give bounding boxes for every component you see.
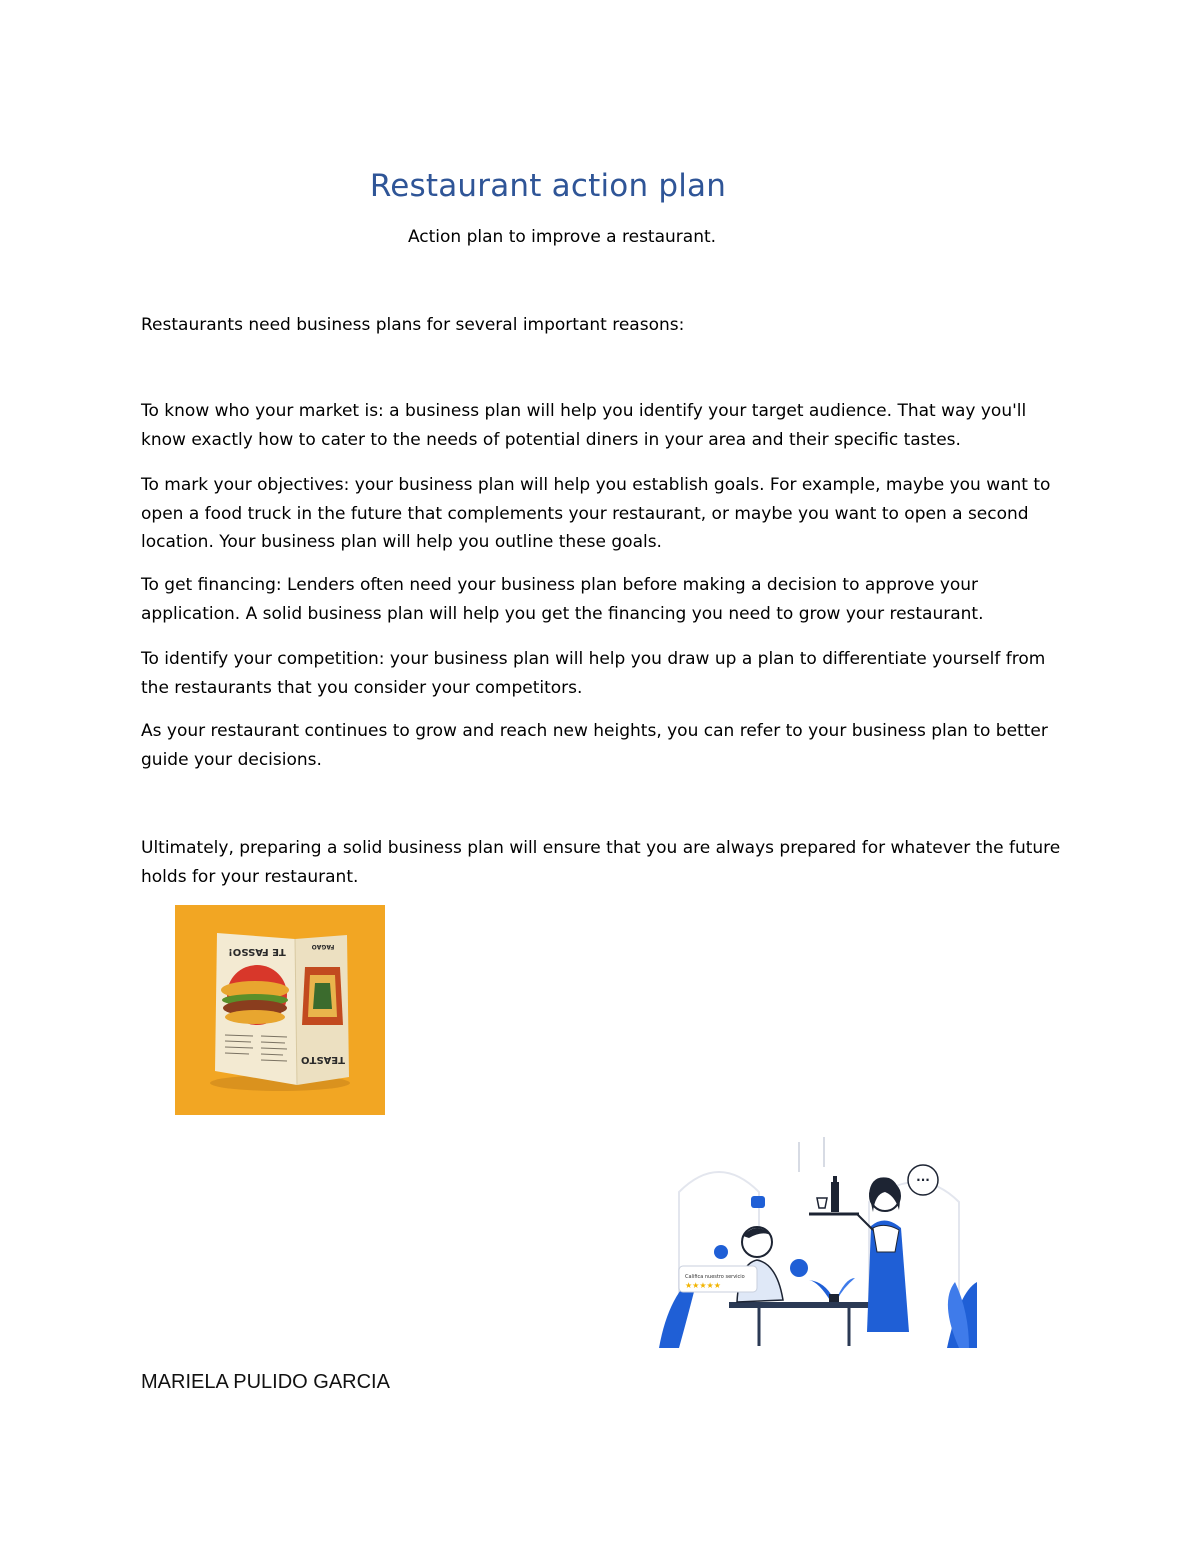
rating-stars: ★★★★★ [685,1281,721,1290]
speech-bubble-dots: ··· [916,1173,930,1187]
author-name: MARIELA PULIDO GARCIA [141,1371,390,1393]
document-subtitle: Action plan to improve a restaurant. [407,227,717,247]
menu-right-heading: FAGAO [311,943,335,950]
rating-card-text: Califica nuestro servicio [685,1274,745,1280]
menu-bottom-label: TEASTO [301,1054,345,1065]
paragraph-growth: As your restaurant continues to grow and reach new heights, you can refer to your business plan to better guide your decisions. [141,721,1048,770]
paragraph-objectives: To mark your objectives: your business plan will help you establish goals. For example, maybe you want to open a food truck in the future that complements your restaurant, or maybe you want to open a second location. Your business plan will help you outline these goals. [141,475,1051,552]
menu-brochure-image [175,905,385,1115]
menu-left-heading: TE FASSO! [228,946,286,957]
document-title: Restaurant action plan [369,168,727,204]
paragraph-competition: To identify your competition: your business plan will help you draw up a plan to differentiate yourself from the restaurants that you consider your competitors. [141,649,1046,698]
paragraph-intro: Restaurants need business plans for several important reasons: [141,315,685,335]
paragraph-market: To know who your market is: a business plan will help you identify your target audience. That way you'll know exactly how to cater to the needs of potential diners in your area and their specific tastes. [141,401,1027,450]
waiter-illustration-image [659,1132,977,1348]
paragraph-financing: To get financing: Lenders often need your business plan before making a decision to approve your application. A solid business plan will help you get the financing you need to grow your restaurant. [141,575,984,624]
paragraph-conclusion: Ultimately, preparing a solid business plan will ensure that you are always prepared for whatever the future holds for your restaurant. [141,838,1061,887]
